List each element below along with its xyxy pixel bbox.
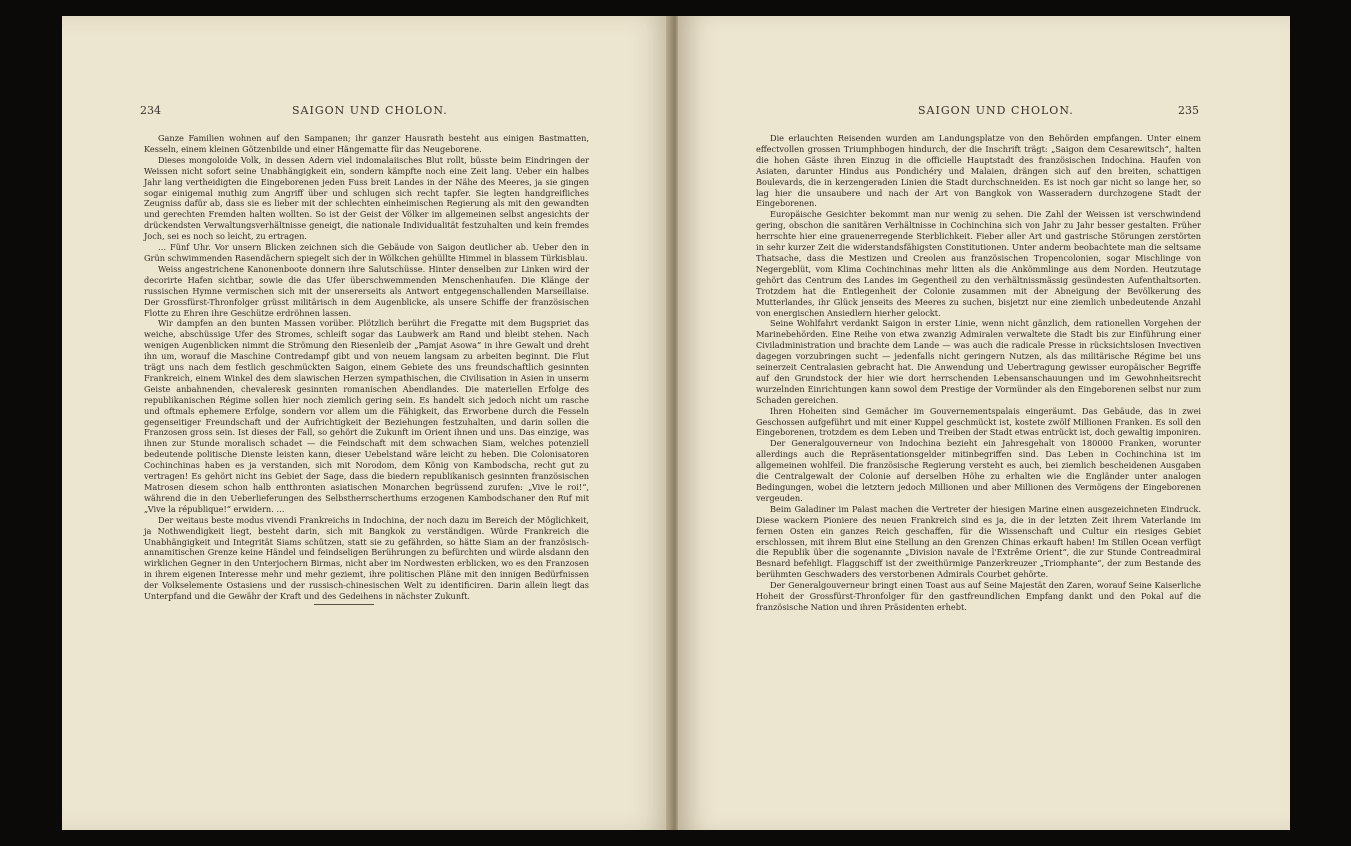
paragraph: Beim Galadiner im Palast machen die Vertreter der hiesigen Marine einen ausgezeichneten Eindruck. Diese wackern Pioniere des neuen Frankreich sind es ja, die in der letzten Zeit ihrem Vaterlande im fernen Osten ein ganzes Reich geschaffen, für die Wissenschaft und Cultur ein riesiges Gebiet erschlossen, mit ihrem Blut eine Stellung an den Grenzen Chinas erkauft haben! Im Stillen Ocean verfügt die Republik über die sogenannte „Division navale de l'Extrême Orient“, die zur Stunde Contreadmiral Besnard befehligt. Flaggschiff ist der zweithürmige Panzerkreuzer „Triomphante“, der zum Bestande des berühmten Geschwaders des verstorbenen Admirals Courbet gehörte. xyxy=(756,503,1201,580)
paragraph: Ihren Hoheiten sind Gemächer im Gouvernementspalais eingeräumt. Das Gebäude, das in zwei Geschossen aufgeführt und mit einer Kuppel geschmückt ist, kostete zwölf Millionen Franken. Es soll den Eingeborenen, trotzdem es dem Leben und Treiben der Stadt etwas entrückt ist, doch gewaltig imponiren. xyxy=(756,405,1201,438)
paragraph: Seine Wohlfahrt verdankt Saigon in erster Linie, wenn nicht gänzlich, dem rationellen Vorgehen der Marinebehörden. Eine Reihe von etwa zwanzig Admiralen verwaltete die Stadt bis zur Einführung einer Civiladministration und brachte dem Lande — was auch die radicale Presse in rücksichtslosen Invectiven dagegen vorzubringen sucht — jedenfalls nicht geringern Nutzen, als das militärische Régime bei uns seinerzeit Centralasien gebracht hat. Die Anwendung und Uebertragung gewisser europäischer Begriffe auf den Grundstock der hier wie dort herrschenden Lebensanschauungen und im Gewohnheitsrecht wurzelnden Einrichtungen kann sowol dem Prestige der Vormünder als den Eingeborenen selbst nur zum Schaden gereichen. xyxy=(756,318,1201,405)
paragraph: Ganze Familien wohnen auf den Sampanen; ihr ganzer Hausrath besteht aus einigen Bastmatten, Kesseln, einem kleinen Götzenbilde und einer Hängematte für das Neugeborene. xyxy=(144,133,589,154)
body-text xyxy=(756,133,1201,613)
paragraph: Weiss angestrichene Kanonenboote donnern ihre Salutschüsse. Hinter denselben zur Linken wird der decorirte Hafen sichtbar, sowie die das Ufer überschwemmenden Menschenhaufen. Die Klänge der russischen Hymne vermischen sich mit der unsererseits als Antwort entgegenschallenden Marseillaise. Der Grossfürst-Thronfolger grüsst militärisch in dem Augenblicke, als unsere Schiffe der französischen Flotte zu Ehren ihre Geschütze erdröhnen lassen. xyxy=(144,263,589,318)
paragraph: Die erlauchten Reisenden wurden am Landungsplatze von den Behörden empfangen. Unter einem effectvollen grossen Triumphbogen hindurch, der die Inschrift trägt: „Saigon dem Cesarewitsch“, halten die hohen Gäste ihren Einzug in die officielle Hauptstadt des französischen Indochina. Haufen von Asiaten, darunter Hindus aus Pondichéry und Malaien, drängen sich auf den breiten, schattigen Boulevards, die in kerzengeraden Linien die Stadt durchschneiden. Es ist noch gar nicht so lange her, so lag hier die unsaubere und nach der Art von Bangkok von Wasseradern durchzogene Stadt der Eingeborenen. xyxy=(756,133,1201,209)
page-number: 235 xyxy=(1178,104,1199,117)
paragraph: Der Generalgouverneur von Indochina bezieht ein Jahresgehalt von 180000 Franken, worunter allerdings auch die Repräsentationsgelder mitinbegriffen sind. Das Leben in Cochinchina ist im allgemeinen wohlfeil. Die französische Regierung versteht es auch, bei ziemlich bescheidenen Ausgaben die Centralgewalt der Colonie auf derselben Höhe zu erhalten wie die Engländer unter analogen Bedingungen, wobei die letztern jedoch Millionen und aber Millionen des Vermögens der Eingeborenen vergeuden. xyxy=(756,438,1201,503)
page-number: 234 xyxy=(140,104,161,117)
body-text xyxy=(144,133,589,605)
paragraph: Wir dampfen an den bunten Massen vorüber. Plötzlich berührt die Fregatte mit dem Bugspriet das weiche, abschüssige Ufer des Stromes, schleift sogar das Laubwerk am Rand und bleibt stehen. Nach wenigen Augenblicken nimmt die Strömung den Riesenleib der „Pamjat Asowa“ in ihre Gewalt und dreht ihn um, worauf die Maschine Contredampf gibt und von neuem langsam zu arbeiten beginnt. Die Flut trägt uns nach dem festlich geschmückten Saigon, einem Gebiete des uns freundschaftlich gesinnten Frankreich, einem Winkel des dem slawischen Herzen sympathischen, die Civilisation in Asien in unserm Geiste anbahnenden, chevaleresk gesinnten romanischen Abendlandes. Die materiellen Erfolge des republikanischen Régime sollen hier noch ziemlich gering sein. Es handelt sich jedoch nicht um rasche und oftmals ephemere Erfolge, sondern vor allem um die Fähigkeit, das Erworbene durch die Fesseln gegenseitiger Freundschaft und der Aufrichtigkeit der Beziehungen festzuhalten, und darin sollen die Franzosen gross sein. Ist dieses der Fall, so gehört die Zukunft im Orient ihnen und uns. Das einzige, was ihnen zur Stunde moralisch schadet — die Feindschaft mit dem schwachen Siam, welches potenziell bedeutende politische Dienste leisten kann, dieser Uebelstand wäre leicht zu heben. Die Colonisatoren Cochinchinas haben es ja verstanden, sich mit Norodom, dem König von Kambodscha, recht gut zu vertragen! Es gehört nicht ins Gebiet der Sage, dass die biedern republikanisch gesinnten französischen Matrosen diesem schon halb entthronten asiatischen Monarchen begrüssend zurufen: „Vive le roi!“, während die in den Ueberlieferungen des Selbstherrscherthums erzogenen Kambodschaner den Ruf mit „Vive la république!“ erwidern. … xyxy=(144,318,589,514)
running-head: SAIGON UND CHOLON. xyxy=(292,104,448,117)
paragraph: Europäische Gesichter bekommt man nur wenig zu sehen. Die Zahl der Weissen ist verschwindend gering, obschon die sanitären Verhältnisse in Cochinchina sich von Jahr zu Jahr besser gestalten. Früher herrschte hier eine grauenerregende Sterblichkeit. Fieber aller Art und gastrische Störungen zerstörten in sehr kurzer Zeit die widerstandsfähigsten Constitutionen. Unter anderm beobachtete man die seltsame Thatsache, dass die Mestizen und Creolen aus französischen Tropencolonien, sogar Mischlinge von Negergeblüt, vom Klima Cochinchinas mehr litten als die Ankömmlinge aus dem Norden. Heutzutage gehört das Centrum des Landes im Gegentheil zu den verhältnissmässig gesündesten Aufenthaltsorten. Trotzdem hat die Entlegenheit der Colonie zusammen mit der Abneigung der Bevölkerung des Mutterlandes, ihr Glück jenseits des Meeres zu suchen, bisjetzt nur eine ziemlich unbedeutende Anzahl von energischen Ansiedlern hierher gelockt. xyxy=(756,209,1201,318)
running-head: SAIGON UND CHOLON. xyxy=(918,104,1074,117)
left-page xyxy=(62,16,674,830)
section-end-rule xyxy=(314,604,374,605)
right-page xyxy=(678,16,1290,830)
open-book xyxy=(62,16,1290,830)
paragraph: Dieses mongoloide Volk, in dessen Adern viel indomalaiisches Blut rollt, büsste beim Eindringen der Weissen nicht sofort seine Unabhängigkeit ein, sondern kämpfte noch eine Zeit lang. Ueber ein halbes Jahr lang vertheidigten die Eingeborenen jeden Fuss breit Landes in der Nähe des Meeres, ja sie gingen sogar einigemal muthig zum Angriff über und schlugen sich recht tapfer. Sie legten handgreifliches Zeugniss dafür ab, dass sie es lieber mit der schlechten einheimischen Regierung als mit den gewandten und gerechten Fremden halten wollten. So ist der Geist der Völker im allgemeinen selbst angesichts der drückendsten Verwaltungsverhältnisse geneigt, die nationale Individualität festzuhalten und kein fremdes Joch, sei es noch so leicht, zu ertragen. xyxy=(144,154,589,242)
paragraph: Der Generalgouverneur bringt einen Toast aus auf Seine Majestät den Zaren, worauf Seine Kaiserliche Hoheit der Grossfürst-Thronfolger für den gastfreundlichen Empfang dankt und den Pokal auf die französische Nation und ihren Präsidenten erhebt. xyxy=(756,580,1201,612)
paragraph: Der weitaus beste modus vivendi Frankreichs in Indochina, der noch dazu im Bereich der Möglichkeit, ja Nothwendigkeit liegt, besteht darin, sich mit Bangkok zu verständigen. Würde Frankreich die Unabhängigkeit und Integrität Siams schützen, statt sie zu gefährden, so hätte Siam an der französisch-annamitischen Grenze keine Händel und feindseligen Berührungen zu befürchten und würde alsdann den wirklichen Gegner in den Unterjochern Birmas, nicht aber im Nordwesten erblicken, wo es den Franzosen in ihrem eigenen Interesse mehr und mehr geziemt, ihre politischen Pläne mit den innigen Bedürfnissen der Volkselemente Ostasiens und der russisch-chinesischen Welt zu identificiren. Darin allein liegt das Unterpfand und die Gewähr der Kraft und des Gedeihens in nächster Zukunft. xyxy=(144,514,589,602)
paragraph: … Fünf Uhr. Vor unsern Blicken zeichnen sich die Gebäude von Saigon deutlicher ab. Ueber den in Grün schwimmenden Rasendächern spiegelt sich der in Wölkchen gehüllte Himmel in blassem Türkisblau. xyxy=(144,242,589,263)
